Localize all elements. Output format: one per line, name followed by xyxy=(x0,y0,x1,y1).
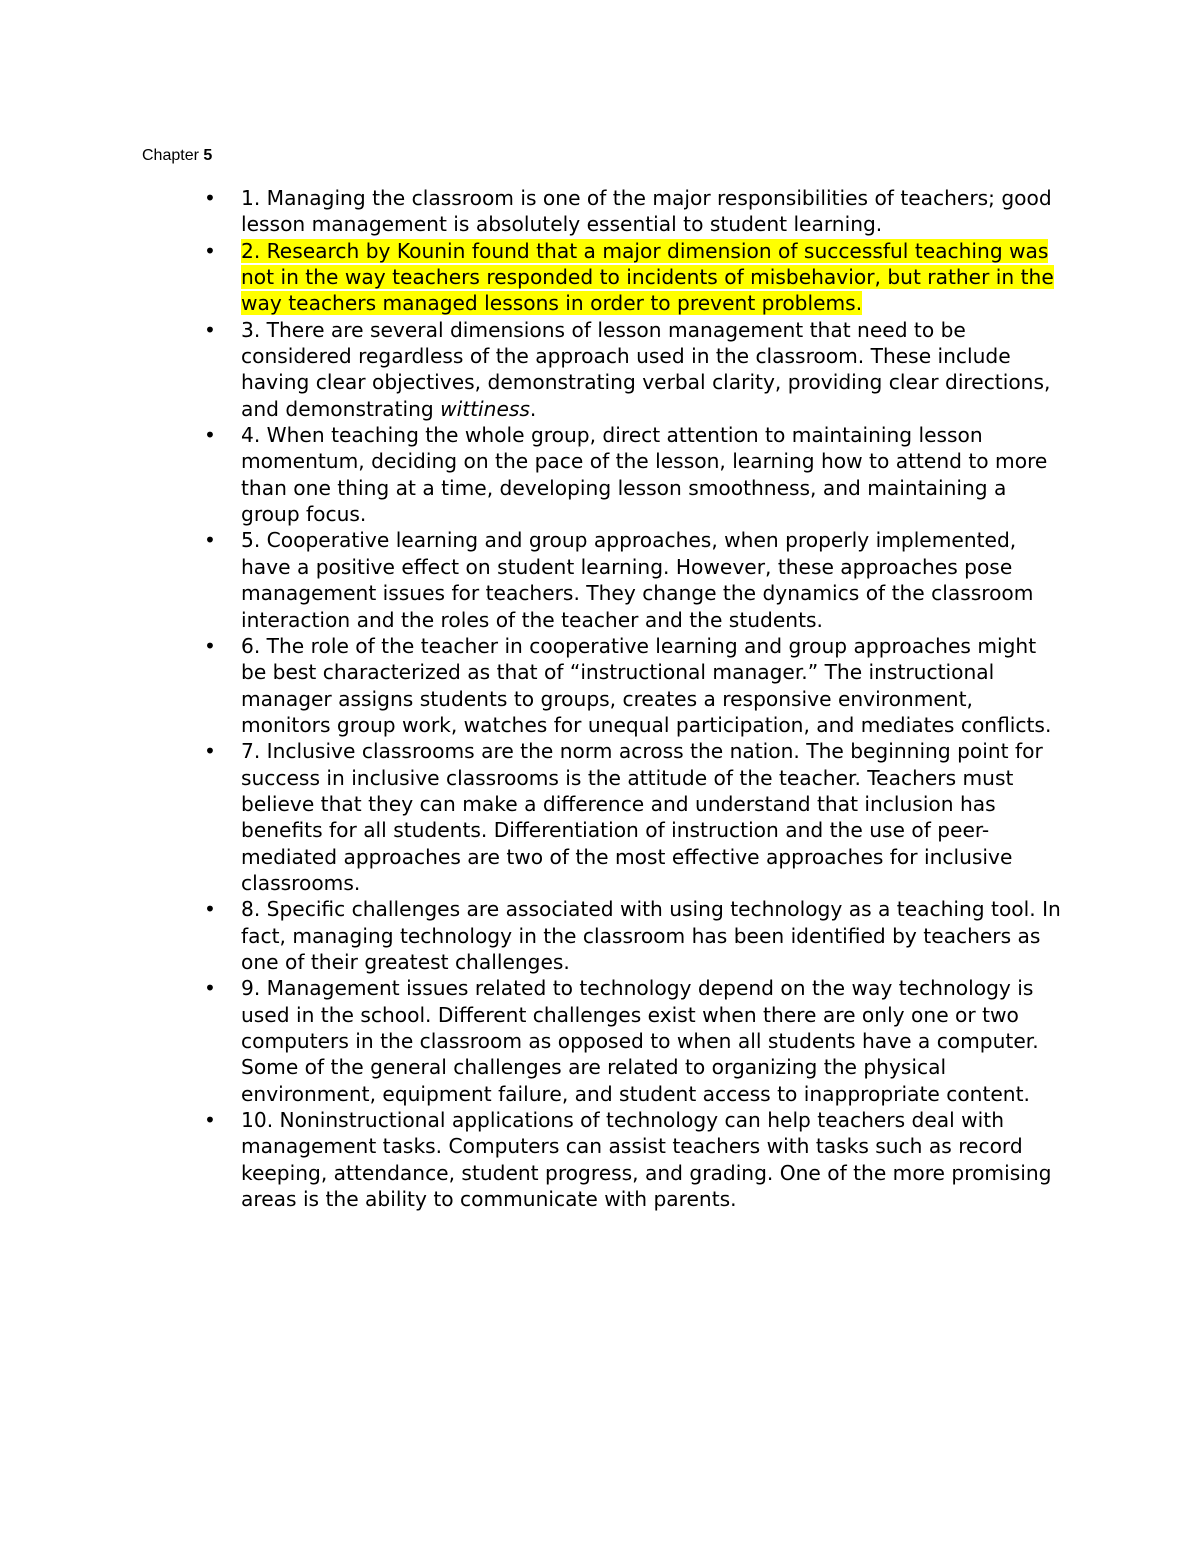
list-item xyxy=(204,975,1063,1107)
bullet-icon: • xyxy=(204,897,216,922)
list-item-text: 7. Inclusive classrooms are the norm across the nation. The beginning point for success in inclusive classrooms is the attitude of the teacher. Teachers must believe that they can make a difference and understand that inclusion has benefits for all students. Differentiation of instruction and the use of peer-mediated approaches are two of the most effective approaches for inclusive classrooms. xyxy=(241,739,1043,895)
bullet-icon: • xyxy=(204,423,216,448)
chapter-heading-number: 5 xyxy=(203,147,213,164)
summary-list xyxy=(204,185,1063,1212)
list-item-text xyxy=(241,318,1050,421)
bullet-icon: • xyxy=(204,238,216,263)
list-item-text-end: . xyxy=(529,396,537,421)
list-item xyxy=(204,185,1063,238)
list-item-text: 1. Managing the classroom is one of the major responsibilities of teachers; good lesson management is absolutely essential to student learning. xyxy=(241,186,1052,237)
list-item-text: 8. Specific challenges are associated with using technology as a teaching tool. In fact, managing technology in the classroom has been identified by teachers as one of their greatest challenges. xyxy=(241,897,1061,974)
list-item xyxy=(204,738,1063,896)
list-item xyxy=(204,1107,1063,1212)
chapter-heading-label: Chapter xyxy=(142,147,199,164)
bullet-icon: • xyxy=(204,739,216,764)
list-item-text: 5. Cooperative learning and group approaches, when properly implemented, have a positive effect on student learning. However, these approaches pose management issues for teachers. They change the dynamics of the classroom interaction and the roles of the teacher and the students. xyxy=(241,528,1034,632)
list-item xyxy=(204,896,1063,975)
bullet-icon: • xyxy=(204,976,216,1001)
list-item-text: 9. Management issues related to technology depend on the way technology is used in the school. Different challenges exist when there are only one or two computers in the classroom as opposed to when all students have a computer. Some of the general challenges are related to organizing the physical environment, equipment failure, and student access to inappropriate content. xyxy=(241,976,1039,1106)
chapter-heading xyxy=(142,145,212,167)
list-item-text-italic: wittiness xyxy=(440,396,530,421)
list-item xyxy=(204,422,1063,527)
list-item-text: 2. Research by Kounin found that a major dimension of successful teaching was not in the way teachers responded to incidents of misbehavior, but rather in the way teachers managed lessons in order to prevent problems. xyxy=(241,238,1054,316)
bullet-icon: • xyxy=(204,317,216,342)
bullet-icon: • xyxy=(204,1108,216,1133)
list-item-text: 6. The role of the teacher in cooperative learning and group approaches might be best characterized as that of “instructional manager.” The instructional manager assigns students to groups, creates a responsive environment, monitors group work, watches for unequal participation, and mediates conflicts. xyxy=(241,633,1052,737)
list-item-text: 10. Noninstructional applications of technology can help teachers deal with management tasks. Computers can assist teachers with tasks such as record keeping, attendance, student progress, and grading. One of the more promising areas is the ability to communicate with parents. xyxy=(241,1108,1052,1212)
list-item xyxy=(204,527,1063,632)
list-item-highlighted xyxy=(204,238,1063,317)
list-item xyxy=(204,317,1063,422)
bullet-icon: • xyxy=(204,186,216,210)
bullet-icon: • xyxy=(204,528,216,553)
list-item-text-start: 3. There are several dimensions of lesson management that need to be considered regardless of the approach used in the classroom. These include having clear objectives, demonstrating verbal clarity, providing clear directions, and demonstrating xyxy=(241,317,1051,421)
list-item xyxy=(204,633,1063,738)
bullet-icon: • xyxy=(204,633,216,658)
list-item-text: 4. When teaching the whole group, direct attention to maintaining lesson momentum, deciding on the pace of the lesson, learning how to attend to more than one thing at a time, developing lesson smoothness, and maintaining a group focus. xyxy=(241,423,1048,527)
